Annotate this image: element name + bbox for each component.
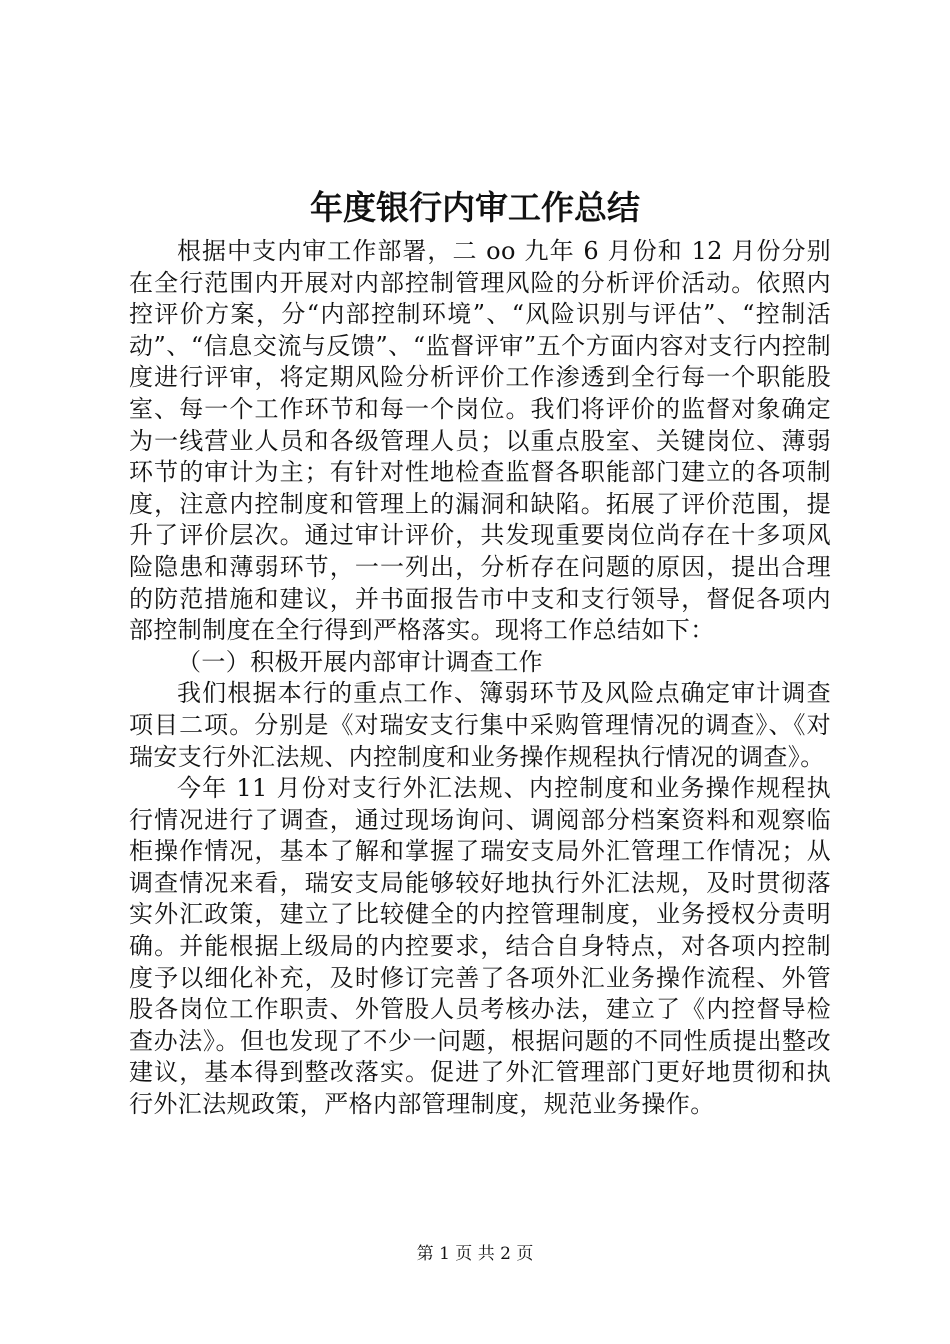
section-heading: （一）积极开展内部审计调查工作 bbox=[177, 647, 543, 676]
paragraph-forex-investigation: 今年 11 月份对支行外汇法规、内控制度和业务操作规程执行情况进行了调查，通过现场询问、调阅部分档案资料和观察临柜操作情况，基本了解和掌握了瑞安支局外汇管理工作情况；从调查情况来看，瑞安支局能够较好地执行外汇法规，及时贯彻落实外汇政策，建立了比较健全的内控管理制度，业务授权分责明确。并能根据上级局的内控要求，结合自身特点，对各项内控制度予以细化补充，及时修订完善了各项外汇业务操作流程、外管股各岗位工作职责、外管股人员考核办法，建立了《内控督导检查办法》。但也发现了不少一问题，根据问题的不同性质提出整改建议，基本得到整改落实。促进了外汇管理部门更好地贯彻和执行外汇法规政策，严格内部管理制度，规范业务操作。 bbox=[129, 774, 831, 1119]
document-title: 年度银行内审工作总结 bbox=[310, 188, 640, 227]
page-footer: 第 1 页 共 2 页 bbox=[416, 1244, 534, 1264]
paragraph-intro: 根据中支内审工作部署，二 oo 九年 6 月份和 12 月份分别在全行范围内开展对内部控制管理风险的分析评价活动。依照内控评价方案，分“内部控制环境”、“风险识别与评估”、“控制活动”、“信息交流与反馈”、“监督评审”五个方面内容对支行内控制度进行评审，将定期风险分析评价工作渗透到全行每一个职能股室、每一个工作环节和每一个岗位。我们将评价的监督对象确定为一线营业人员和各级管理人员；以重点股室、关键岗位、薄弱环节的审计为主；有针对性地检查监督各职能部门建立的各项制度，注意内控制度和管理上的漏洞和缺陷。拓展了评价范围，提升了评价层次。通过审计评价，共发现重要岗位尚存在十多项风险隐患和薄弱环节，一一列出，分析存在问题的原因，提出合理的防范措施和建议，并书面报告市中支和支行领导，督促各项内部控制制度在全行得到严格落实。现将工作总结如下： bbox=[129, 237, 831, 645]
paragraph-audit-projects: 我们根据本行的重点工作、簿弱环节及风险点确定审计调查项目二项。分别是《对瑞安支行集中采购管理情况的调查》、《对瑞安支行外汇法规、内控制度和业务操作规程执行情况的调查》。 bbox=[129, 679, 831, 771]
document-body bbox=[129, 236, 831, 1121]
